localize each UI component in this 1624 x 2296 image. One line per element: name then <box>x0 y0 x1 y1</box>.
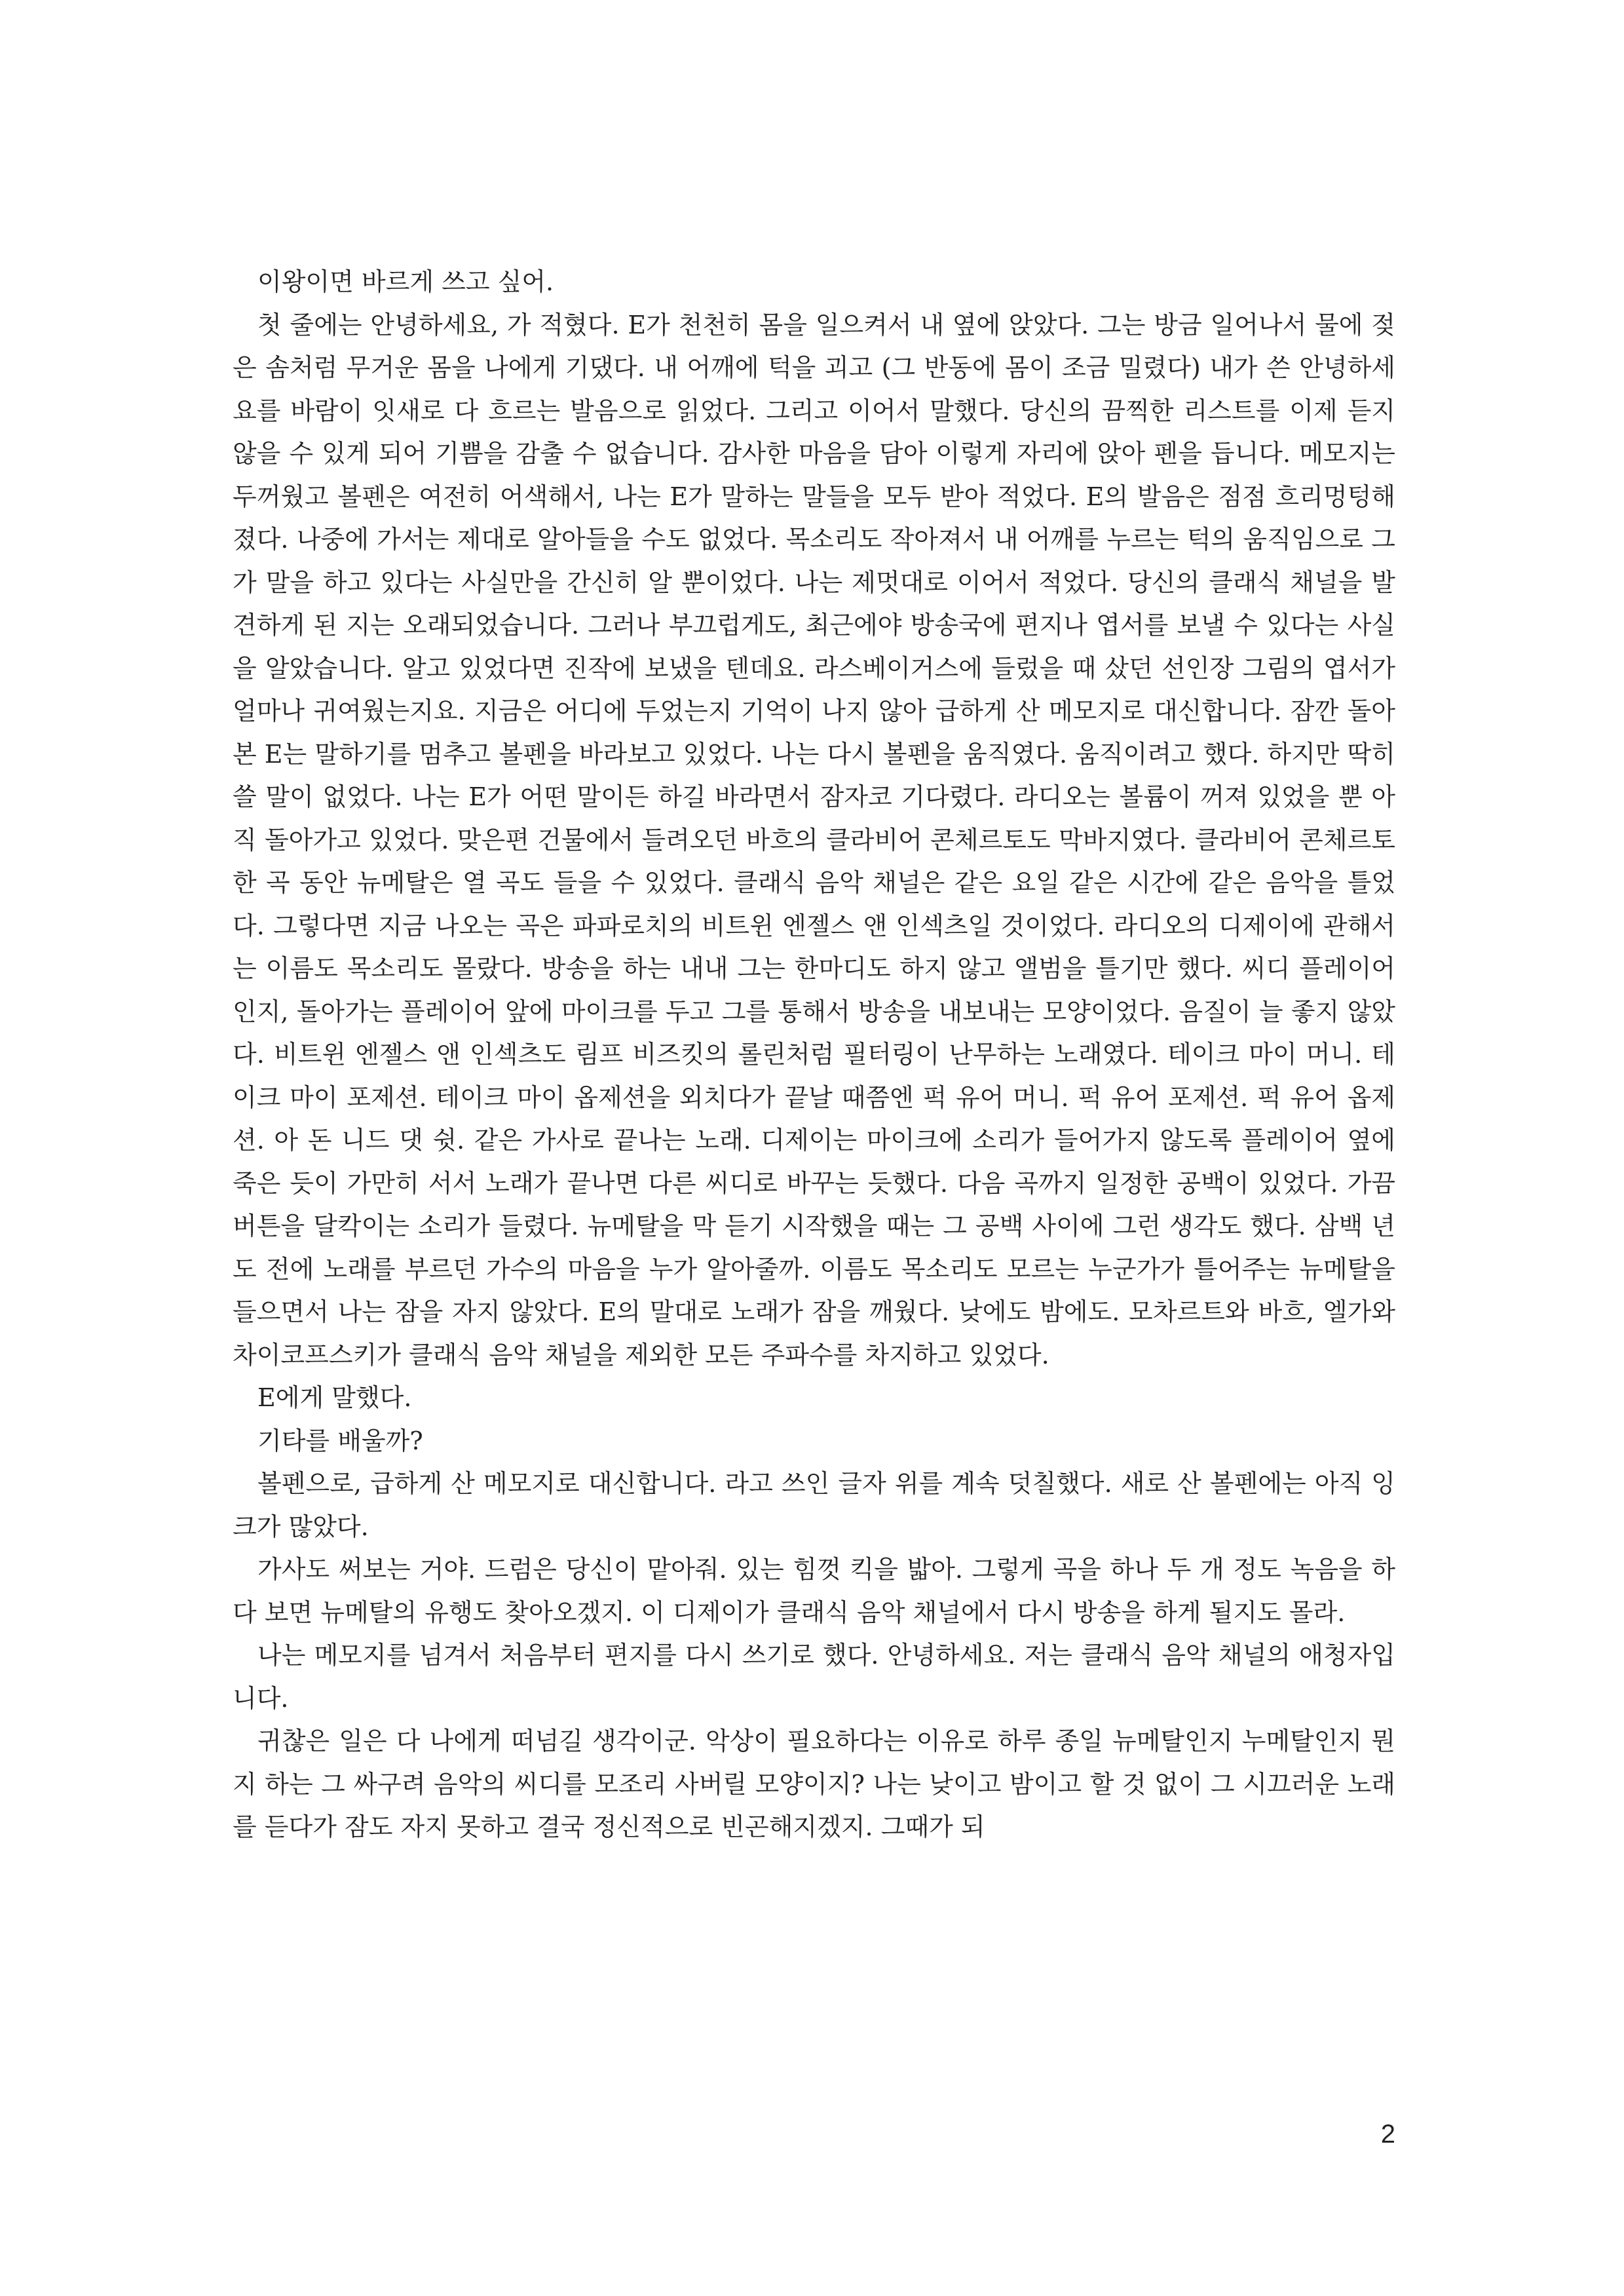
paragraph: E에게 말했다. <box>257 1383 412 1412</box>
paragraph: 볼펜으로, 급하게 산 메모지로 대신합니다. 라고 쓰인 글자 위를 계속 덧칠했다. 새로 산 볼펜에는 아직 잉크가 많았다. <box>233 1469 1395 1541</box>
paragraph: 첫 줄에는 안녕하세요, 가 적혔다. E가 천천히 몸을 일으켜서 내 옆에 앉았다. 그는 방금 일어나서 물에 젖은 솜처럼 무거운 몸을 나에게 기댔다. 내 어깨에 턱을 괴고 (그 반동에 몸이 조금 밀렸다) 내가 쓴 안녕하세요를 바람이 잇새로 다 흐르는 발음으로 읽었다. 그리고 이어서 말했다. 당신의 끔찍한 리스트를 이제 듣지 않을 수 있게 되어 기쁨을 감출 수 없습니다. 감사한 마음을 담아 이렇게 자리에 앉아 펜을 듭니다. 메모지는 두꺼웠고 볼펜은 여전히 어색해서, 나는 E가 말하는 말들을 모두 받아 적었다. E의 발음은 점점 흐리멍텅해졌다. 나중에 가서는 제대로 알아들을 수도 없었다. 목소리도 작아져서 내 어깨를 누르는 턱의 움직임으로 그가 말을 하고 있다는 사실만을 간신히 알 뿐이었다. 나는 제멋대로 이어서 적었다. 당신의 클래식 채널을 발견하게 된 지는 오래되었습니다. 그러나 부끄럽게도, 최근에야 방송국에 편지나 엽서를 보낼 수 있다는 사실을 알았습니다. 알고 있었다면 진작에 보냈을 텐데요. 라스베이거스에 들렀을 때 샀던 선인장 그림의 엽서가 얼마나 귀여웠는지요. 지금은 어디에 두었는지 기억이 나지 않아 급하게 산 메모지로 대신합니다. 잠깐 돌아본 E는 말하기를 멈추고 볼펜을 바라보고 있었다. 나는 다시 볼펜을 움직였다. 움직이려고 했다. 하지만 딱히 쓸 말이 없었다. 나는 E가 어떤 말이든 하길 바라면서 잠자코 기다렸다. 라디오는 볼륨이 꺼져 있었을 뿐 아직 돌아가고 있었다. 맞은편 건물에서 들려오던 바흐의 클라비어 콘체르토도 막바지였다. 클라비어 콘체르토 한 곡 동안 뉴메탈은 열 곡도 들을 수 있었다. 클래식 음악 채널은 같은 요일 같은 시간에 같은 음악을 틀었다. 그렇다면 지금 나오는 곡은 파파로치의 비트윈 엔젤스 앤 인섹츠일 것이었다. 라디오의 디제이에 관해서는 이름도 목소리도 몰랐다. 방송을 하는 내내 그는 한마디도 하지 않고 앨범을 틀기만 했다. 씨디 플레이어인지, 돌아가는 플레이어 앞에 마이크를 두고 그를 통해서 방송을 내보내는 모양이었다. 음질이 늘 좋지 않았다. 비트윈 엔젤스 앤 인섹츠도 림프 비즈킷의 롤린처럼 필터링이 난무하는 노래였다. 테이크 마이 머니. 테이크 마이 포제션. 테이크 마이 옵제션을 외치다가 끝날 때쯤엔 퍽 유어 머니. 퍽 유어 포제션. 퍽 유어 옵제션. 아 돈 니드 댓 쉿. 같은 가사로 끝나는 노래. 디제이는 마이크에 소리가 들어가지 않도록 플레이어 옆에 죽은 듯이 가만히 서서 노래가 끝나면 다른 씨디로 바꾸는 듯했다. 다음 곡까지 일정한 공백이 있었다. 가끔 버튼을 달칵이는 소리가 들렸다. 뉴메탈을 막 듣기 시작했을 때는 그 공백 사이에 그런 생각도 했다. 삼백 년도 전에 노래를 부르던 가수의 마음을 누가 알아줄까. 이름도 목소리도 모르는 누군가가 틀어주는 뉴메탈을 들으면서 나는 잠을 자지 않았다. E의 말대로 노래가 잠을 깨웠다. 낮에도 밤에도. 모차르트와 바흐, 엘가와 차이코프스키가 클래식 음악 채널을 제외한 모든 주파수를 차지하고 있었다. <box>233 310 1395 1369</box>
paragraph: 이왕이면 바르게 쓰고 싶어. <box>257 267 554 296</box>
paragraph: 기타를 배울까? <box>257 1426 423 1455</box>
paragraph: 나는 메모지를 넘겨서 처음부터 편지를 다시 쓰기로 했다. 안녕하세요. 저는 클래식 음악 채널의 애청자입니다. <box>233 1641 1395 1713</box>
paragraph: 가사도 써보는 거야. 드럼은 당신이 맡아줘. 있는 힘껏 킥을 밟아. 그렇게 곡을 하나 두 개 정도 녹음을 하다 보면 뉴메탈의 유행도 찾아오겠지. 이 디제이가 클래식 음악 채널에서 다시 방송을 하게 될지도 몰라. <box>233 1555 1395 1627</box>
body-text <box>233 261 1395 1849</box>
paragraph: 귀찮은 일은 다 나에게 떠넘길 생각이군. 악상이 필요하다는 이유로 하루 종일 뉴메탈인지 누메탈인지 뭔지 하는 그 싸구려 음악의 씨디를 모조리 사버릴 모양이지? 나는 낮이고 밤이고 할 것 없이 그 시끄러운 노래를 듣다가 잠도 자지 못하고 결국 정신적으로 빈곤해지겠지. 그때가 되 <box>233 1727 1395 1841</box>
page-number: 2 <box>1380 2120 1395 2149</box>
